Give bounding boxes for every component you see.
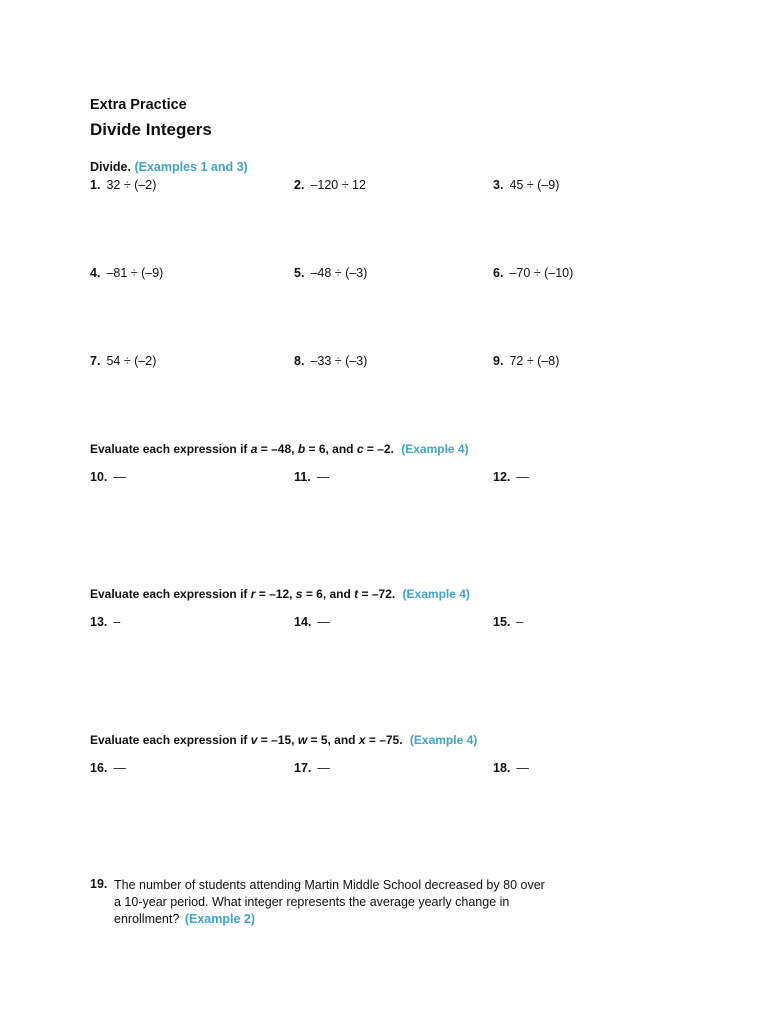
word-problem-number — [90, 877, 107, 891]
example-reference: (Example 4) — [402, 587, 470, 601]
problem-expression: — — [516, 470, 529, 484]
problem-item — [493, 470, 529, 484]
variable: b — [297, 442, 306, 456]
instruction-text: Evaluate each expression if — [90, 733, 251, 747]
problem-number: 17. — [294, 761, 312, 775]
problem-number: 2. — [294, 178, 305, 192]
problem-number: 13. — [90, 615, 108, 629]
problem-item — [493, 354, 559, 368]
instruction-text: = –72. — [358, 587, 396, 601]
instruction-text: = 5, and — [307, 733, 359, 747]
variable: w — [297, 733, 308, 747]
problem-item — [294, 266, 367, 280]
problem-item — [90, 354, 156, 368]
problem-number: 4. — [90, 266, 101, 280]
problem-expression: – — [113, 615, 121, 629]
instruction-text: = –12, — [255, 587, 296, 601]
problem-item — [90, 761, 126, 775]
problem-number: 8. — [294, 354, 305, 368]
problem-expression: 72 ÷ (–8) — [509, 354, 560, 368]
problem-number: 15. — [493, 615, 511, 629]
example-reference: (Examples 1 and 3) — [134, 160, 248, 174]
problem-number: 19. — [90, 877, 108, 891]
problem-item — [90, 470, 126, 484]
problem-number: 10. — [90, 470, 108, 484]
problem-number: 7. — [90, 354, 101, 368]
problem-expression: — — [113, 470, 126, 484]
problem-number: 3. — [493, 178, 504, 192]
problem-item — [90, 266, 163, 280]
problem-expression: –70 ÷ (–10) — [509, 266, 574, 280]
problem-item — [294, 761, 330, 775]
problem-item — [493, 615, 523, 629]
problem-expression: — — [317, 615, 330, 629]
page-title: Extra Practice — [90, 97, 187, 113]
section-evaluate-rst-instructions — [90, 587, 470, 601]
variable: a — [250, 442, 258, 456]
section-evaluate-abc-instructions — [90, 442, 469, 456]
variable: r — [250, 587, 256, 601]
word-problem-text: The number of students attending Martin Middle School decreased by 80 over a 10-year period. What integer represents the average yearly change in enrollment? — [114, 878, 545, 926]
instruction-text: = –75. — [365, 733, 403, 747]
problem-number: 16. — [90, 761, 108, 775]
problem-item — [493, 178, 559, 192]
problem-item — [90, 615, 120, 629]
problem-expression: – — [516, 615, 524, 629]
variable: x — [358, 733, 366, 747]
instruction-text: = –2. — [363, 442, 394, 456]
problem-item — [493, 266, 573, 280]
problem-expression: –48 ÷ (–3) — [310, 266, 368, 280]
section-divide-instructions — [90, 160, 248, 174]
problem-item — [90, 178, 156, 192]
variable: s — [295, 587, 303, 601]
problem-number: 5. — [294, 266, 305, 280]
example-reference: (Example 2) — [184, 912, 255, 926]
problem-number: 14. — [294, 615, 312, 629]
page-subtitle: Divide Integers — [90, 120, 212, 139]
variable: t — [354, 587, 359, 601]
problem-expression: 54 ÷ (–2) — [106, 354, 157, 368]
problem-expression: — — [317, 761, 330, 775]
instruction-text: = 6, and — [302, 587, 355, 601]
variable: c — [356, 442, 364, 456]
problem-number: 1. — [90, 178, 101, 192]
problem-item — [294, 470, 329, 484]
problem-expression: — — [316, 470, 330, 484]
problem-expression: –33 ÷ (–3) — [310, 354, 368, 368]
problem-number: 18. — [493, 761, 511, 775]
instruction-text: Evaluate each expression if — [90, 442, 251, 456]
variable: v — [250, 733, 258, 747]
problem-item — [493, 761, 529, 775]
instruction-text: = 6, and — [305, 442, 357, 456]
example-reference: (Example 4) — [401, 442, 469, 456]
instruction-label: Divide. — [90, 160, 131, 174]
problem-expression: –81 ÷ (–9) — [106, 266, 164, 280]
problem-expression: — — [516, 761, 529, 775]
word-problem — [114, 877, 554, 928]
example-reference: (Example 4) — [409, 733, 478, 747]
problem-number: 12. — [493, 470, 511, 484]
instruction-text: Evaluate each expression if — [90, 587, 251, 601]
problem-item — [294, 354, 367, 368]
problem-expression: 32 ÷ (–2) — [106, 178, 157, 192]
problem-number: 11. — [294, 470, 311, 484]
problem-item — [294, 615, 330, 629]
problem-expression: — — [113, 761, 126, 775]
section-evaluate-vwx-instructions — [90, 733, 477, 747]
problem-expression: –120 ÷ 12 — [310, 178, 366, 192]
instruction-text: = –15, — [257, 733, 298, 747]
problem-number: 6. — [493, 266, 504, 280]
problem-expression: 45 ÷ (–9) — [509, 178, 560, 192]
instruction-text: = –48, — [257, 442, 298, 456]
problem-number: 9. — [493, 354, 504, 368]
problem-item — [294, 178, 366, 192]
